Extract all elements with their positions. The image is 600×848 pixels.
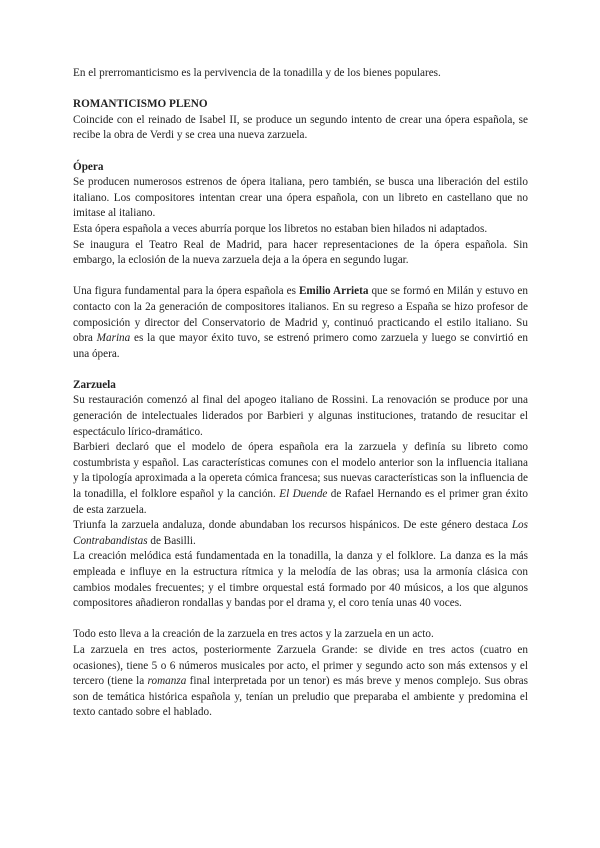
text-run: final interpretada por un tenor) es más breve y menos complejo. Sus obras son de temática histórica española y, tenían un preludio que preparaba el ambiente y predomina el texto cantado sobre el hablado. bbox=[73, 675, 528, 719]
text-run: de Basilli. bbox=[147, 534, 196, 547]
opera-paragraph-2: Esta ópera española a veces aburría porque los libretos no estaban bien hilados ni adaptados. bbox=[73, 222, 488, 235]
spacer bbox=[73, 144, 528, 160]
spacer bbox=[73, 82, 528, 98]
zarzuela-paragraph-2 bbox=[73, 440, 528, 518]
work-title: El Duende bbox=[279, 488, 328, 501]
text-run: Triunfa la zarzuela andaluza, donde abundaban los recursos hispánicos. De este género destaca bbox=[73, 519, 512, 532]
zarzuela-paragraph-5: Todo esto lleva a la creación de la zarzuela en tres actos y la zarzuela en un acto. bbox=[73, 628, 434, 641]
document-page bbox=[73, 66, 528, 721]
text-run: Una figura fundamental para la ópera española es bbox=[73, 285, 299, 298]
spacer bbox=[73, 612, 528, 628]
section-heading-romanticismo: ROMANTICISMO PLENO bbox=[73, 98, 208, 111]
intro-paragraph: En el prerromanticismo es la pervivencia de la tonadilla y de los bienes populares. bbox=[73, 67, 441, 79]
spacer bbox=[73, 269, 528, 285]
zarzuela-paragraph-3 bbox=[73, 518, 528, 549]
spacer bbox=[73, 362, 528, 378]
text-run: que se formó en Milán y estuvo en contacto con la 2a generación de compositores italianos. En su regreso a España se hizo profesor de composición y director del Conservatorio de Madrid y, continuó practicando el estilo italiano. Su obra bbox=[73, 285, 528, 345]
work-title: Los Contrabandistas bbox=[73, 519, 528, 547]
work-title: Marina bbox=[96, 332, 131, 345]
zarzuela-paragraph-4: La creación melódica está fundamentada en la tonadilla, la danza y el folklore. La danza es la más empleada e influye en la estructura rítmica y la melodía de las obras; usa la armonía clásica con cambios modales frecuentes; y el timbre orquestal está formado por 40 músicos, a los que algunos compositores añadieron rondallas y bandas por el drama y, el coro tenía unas 40 voces. bbox=[73, 550, 528, 610]
opera-paragraph-1: Se producen numerosos estrenos de ópera italiana, pero también, se busca una liberación del estilo italiano. Los compositores intentan crear una ópera española, con un libreto en castellano que no imitase al italiano. bbox=[73, 176, 528, 220]
term-romanza: romanza bbox=[147, 675, 187, 688]
text-run: es la que mayor éxito tuvo, se estrenó primero como zarzuela y luego se convirtió en una ópera. bbox=[73, 332, 528, 360]
text-run: Barbieri declaró que el modelo de ópera española era la zarzuela y definía su libreto como costumbrista y español. Las características comunes con el modelo anterior son la influencia italiana y la tipología aproximada a la opereta cómica francesa; sus nuevas características son la influencia de la tonadilla, el folklore español y la canción. bbox=[73, 441, 528, 501]
text-run: La zarzuela en tres actos, posteriormente Zarzuela Grande: se divide en tres actos (cuatro en ocasiones), tiene 5 o 6 números musicales por acto, el primer y segundo acto son más extensos y el tercero (tiene la bbox=[73, 643, 528, 688]
section-heading-zarzuela: Zarzuela bbox=[73, 378, 116, 391]
text-run: de Rafael Hernando es el primer gran éxito de esta zarzuela. bbox=[73, 488, 529, 516]
zarzuela-paragraph-1: Su restauración comenzó al final del apogeo italiano de Rossini. La renovación se produce por una generación de intelectuales liderados por Barbieri y algunas instituciones, tratando de resucitar el espectáculo lírico-dramático. bbox=[73, 394, 528, 438]
composer-name: Emilio Arrieta bbox=[298, 285, 369, 298]
opera-paragraph-4 bbox=[73, 284, 528, 362]
zarzuela-paragraph-6 bbox=[73, 643, 528, 721]
romanticismo-paragraph: Coincide con el reinado de Isabel II, se produce un segundo intento de crear una ópera española, se recibe la obra de Verdi y se crea una nueva zarzuela. bbox=[73, 113, 528, 142]
section-heading-opera: Ópera bbox=[73, 160, 104, 173]
opera-paragraph-3: Se inaugura el Teatro Real de Madrid, para hacer representaciones de la ópera española. Sin embargo, la eclosión de la nueva zarzuela deja a la ópera en segundo lugar. bbox=[73, 238, 528, 267]
